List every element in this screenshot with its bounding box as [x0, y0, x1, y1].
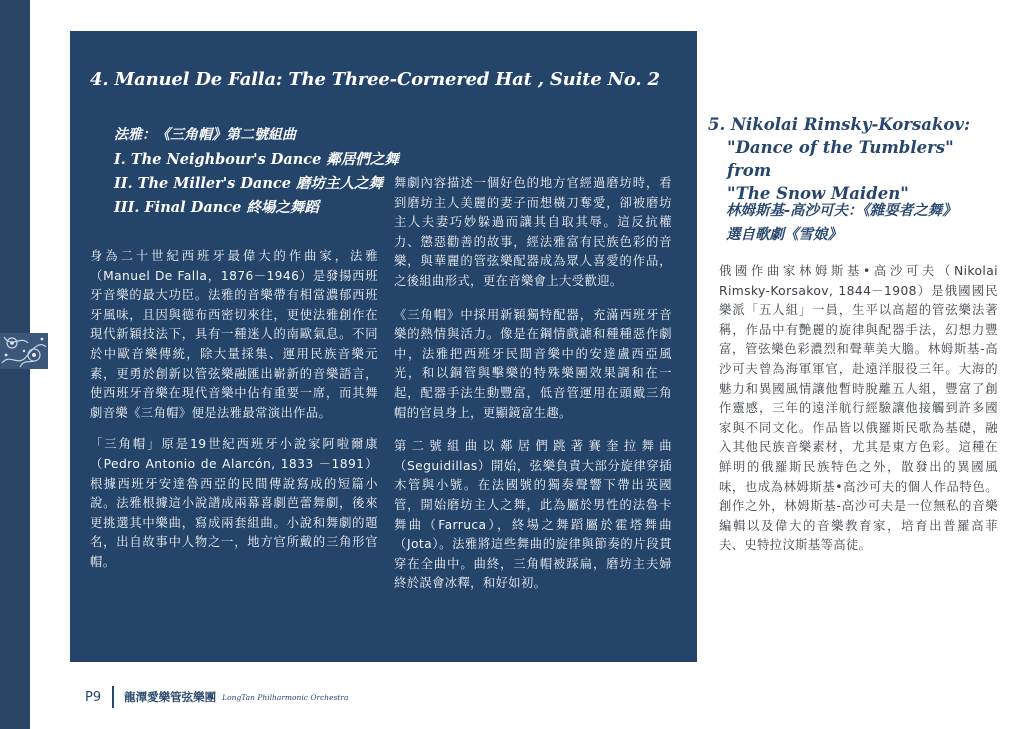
section-4-title: 4. Manuel De Falla: The Three-Cornered Hat , Suite No. 2: [90, 69, 660, 90]
paragraph: 《三角帽》中採用新穎獨特配器，充滿西班牙音樂的熱情與活力。像是在鋼情戲謔和種種惡作劇中，法雅把西班牙民間音樂中的安達盧西亞風光，和以銅管與擊樂的特殊樂團效果調和在一起，配器手法生動豐富，低音管運用在頭戴三角帽的官員身上，更顯鏡富生趣。: [394, 307, 672, 420]
section-5-column: [719, 262, 998, 568]
movement-2: II. The Miller's Dance 磨坊主人之舞: [114, 175, 383, 192]
section-5-title-line-2: "Dance of the Tumblers" from: [727, 138, 954, 180]
paragraph: 身為二十世紀西班牙最偉大的作曲家，法雅（Manuel De Falla，1876－1946）是發揚西班牙音樂的最大功臣。法雅的音樂帶有相當濃郁西班牙風味，且因與德布西密切來往，更使法雅創作在現代新穎技法下，具有一種迷人的南歐氣息。不同於中歐音樂傳統，除大量採集、運用民族音樂元素，更勇於創新以管弦樂融匯出嶄新的音樂語言，使西班牙音樂在現代音樂中佔有重要一席，而其舞劇音樂《三角帽》便是法雅最常演出作品。: [90, 249, 378, 420]
paragraph: 第二號組曲以鄰居們跳著賽奎拉舞曲（Seguidillas）開始，弦樂負責大部分旋律穿插木管與小號。在法國號的獨奏聲響下帶出英國管，開始磨坊主人之舞，此為屬於男性的法魯卡舞曲（Farruca），終場之舞蹈屬於霍塔舞曲（Jota）。法雅將這些舞曲的旋律與節奏的片段貫穿在全曲中。曲終，三角帽被踩扁，磨坊主夫婦終於誤會冰釋，和好如初。: [394, 439, 672, 591]
orchestra-name-cn: 龍潭愛樂管弦樂團: [124, 690, 217, 704]
section-5-cn-title: [726, 199, 1006, 247]
movement-1: I. The Neighbour's Dance 鄰居們之舞: [114, 151, 399, 168]
footer-divider: [112, 686, 114, 708]
section-4-middle-column: [394, 174, 672, 608]
section-4-panel: [70, 31, 697, 662]
suite-cn-title: 法雅：《三角帽》第二號組曲: [114, 127, 296, 143]
movement-3: III. Final Dance 終場之舞蹈: [114, 199, 319, 216]
section-5-cn-line-1: 林姆斯基-高沙可夫：《雜耍者之舞》: [726, 202, 957, 219]
paragraph: 「三角帽」原是19世紀西班牙小說家阿啦爾康（Pedro Antonio de Alarcón, 1833 －1891）根據西班牙安達魯西亞的民間傳說寫成的短篇小說。法雅根據這小說譜成兩幕喜劇芭蕾舞劇，後來更挑選其中樂曲，寫成兩套組曲。小說和舞劇的題名，出自故事中人物之一，地方官所戴的三角形官帽。: [90, 437, 378, 569]
paragraph: 舞劇內容描述一個好色的地方官經過磨坊時，看到磨坊主人美麗的妻子而想橫刀奪愛，卻被磨坊主人夫妻巧妙躲過而讓其自取其辱。這反抗權力、懲惡勸善的故事，經法雅富有民族色彩的音樂，與華麗的管弦樂配器成為眾人喜愛的作品，之後組曲形式，更在音樂會上大受歡迎。: [394, 176, 672, 288]
section-5-title: [708, 113, 998, 205]
page-footer: [85, 686, 348, 708]
section-4-left-column: [90, 247, 378, 585]
suite-movements: [114, 123, 404, 220]
section-5-title-line-1: 5. Nikolai Rimsky-Korsakov:: [708, 115, 971, 134]
section-5-title-line-3: "The Snow Maiden": [727, 184, 909, 203]
paragraph: 俄國作曲家林姆斯基•高沙可夫（Nikolai Rimsky-Korsakov, 1844－1908）是俄國國民樂派「五人組」一員，生平以高超的管弦樂法著稱，作品中有艷麗的旋律與配器手法，幻想力豐富，管弦樂色彩濃烈和聲華美大膽。林姆斯基-高沙可夫曾為海軍軍官，赴遠洋服役三年。大海的魅力和異國風情讓他暫時脫離五人組，豐富了創作靈感，三年的遠洋航行經驗讓他接觸到許多國家與不同文化。作品皆以俄羅斯民歌為基礎，融入其他民族音樂素材，尤其是東方色彩。這種在鮮明的俄羅斯民族特色之外，散發出的異國風味，也成為林姆斯基•高沙可夫的個人作品特色。創作之外，林姆斯基-高沙可夫是一位無私的音樂編輯以及偉大的音樂教育家，培育出普羅高菲夫、史特拉汶斯基等高徒。: [719, 264, 998, 553]
section-5-cn-line-2: 選自歌劇《雪娘》: [726, 226, 842, 243]
floral-ornament-icon: [0, 333, 48, 369]
page-number: P9: [85, 689, 102, 705]
orchestra-name-en: LongTan Philharmonic Orchestra: [222, 692, 349, 702]
